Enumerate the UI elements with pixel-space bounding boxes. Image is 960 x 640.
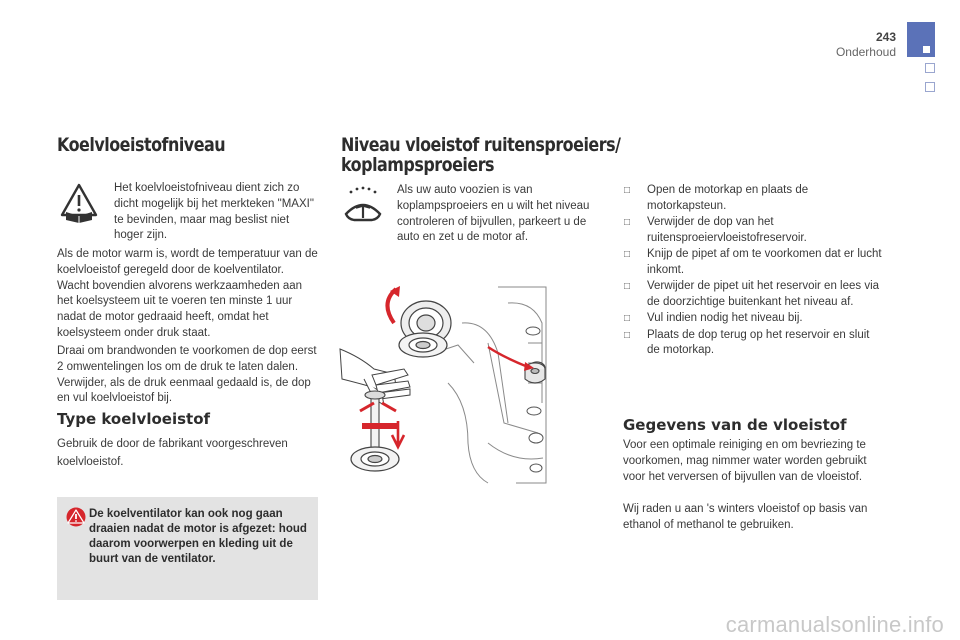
coolant-type-body: Gebruik de door de fabrikant voorgeschreven koelvloeistof. — [57, 438, 288, 468]
coolant-body: Als de motor warm is, wordt de temperatuur van de koelvloeistof geregeld door de koelventilator. Wacht bovendien alvorens werkzaamheden aan het koelsysteem uit te voeren ten minste 1 uur nadat de motor gedraaid heeft, omdat het koelsysteem onder druk staat. — [57, 248, 318, 339]
warning-box — [57, 497, 318, 600]
washer-reservoir-illustration — [338, 283, 548, 493]
washer-step: □ Verwijder de pipet uit het reservoir en lees via de doorzichtige buitenkant het niveau af. — [624, 280, 880, 309]
page-number: 243 — [875, 30, 896, 44]
coolant-type-title: Type koelvloeistof — [57, 410, 211, 428]
windscreen-washer-icon — [342, 184, 384, 231]
coolant-body-2: Draai om brandwonden te voorkomen de dop eerst 2 omwentelingen los om de druk te laten dalen. Verwijder, als de druk eenmaal gedaald is, de dop en vul koelvloeistof bij. — [57, 345, 317, 405]
fluid-specs-body-2: Wij raden u aan 's winters vloeistof op basis van ethanol of methanol te gebruiken. — [623, 503, 868, 531]
washer-title-line-2: koplampsproeiers — [341, 154, 495, 176]
chapter-tab-outline — [925, 82, 935, 92]
washer-step: □ Verwijder de dop van het ruitensproeiervloeistofreservoir. — [624, 216, 807, 244]
section-name: Onderhoud — [835, 45, 896, 59]
washer-step: □ Knijp de pipet af om te voorkomen dat er lucht inkomt. — [624, 248, 882, 276]
checkbox-bullet-icon: □ — [624, 329, 631, 341]
checkbox-bullet-icon: □ — [624, 185, 631, 196]
warning-text: De koelventilator kan ook nog gaan draaien nadat de motor is afgezet: houd daarom voorwerpen en kleding uit de buurt van de ventilator. — [89, 508, 307, 565]
washer-steps-list — [623, 183, 883, 360]
washer-title-line-1: Niveau vloeistof ruitensproeiers/ — [341, 134, 621, 156]
coolant-title: Koelvloeistofniveau — [57, 134, 226, 156]
coolant-intro: Het koelvloeistofniveau dient zich zo dicht mogelijk bij het merkteken "MAXI" te bevinden, maar mag beslist niet hoger zijn. — [114, 182, 314, 242]
washer-step: □ Plaats de dop terug op het reservoir en sluit de motorkap. — [624, 328, 870, 357]
washer-intro: Als uw auto voozien is van koplampsproeiers en u wilt het niveau controleren of bijvullen, parkeert u de auto en zet u de motor af. — [397, 184, 590, 244]
fluid-specs-body: Voor een optimale reiniging en om bevriezing te voorkomen, mag nimmer water worden gebruikt voor het verversen of bijvullen van de vloeistof. — [623, 439, 867, 483]
chapter-tab-marker — [923, 46, 930, 53]
checkbox-bullet-icon: □ — [624, 217, 631, 229]
checkbox-bullet-icon: □ — [624, 281, 631, 293]
coolant-manual-icon — [58, 182, 100, 229]
washer-step: □ Open de motorkap en plaats de motorkapsteun. — [624, 184, 809, 212]
fluid-specs-title: Gegevens van de vloeistof — [623, 416, 847, 434]
washer-step: □ Vul indien nodig het niveau bij. — [623, 311, 883, 327]
watermark: carmanualsonline.info — [725, 612, 944, 637]
chapter-tab — [907, 22, 935, 57]
checkbox-bullet-icon: □ — [624, 313, 631, 325]
checkbox-bullet-icon: □ — [624, 249, 631, 261]
warning-icon — [66, 507, 86, 532]
chapter-tab-outline — [925, 63, 935, 73]
